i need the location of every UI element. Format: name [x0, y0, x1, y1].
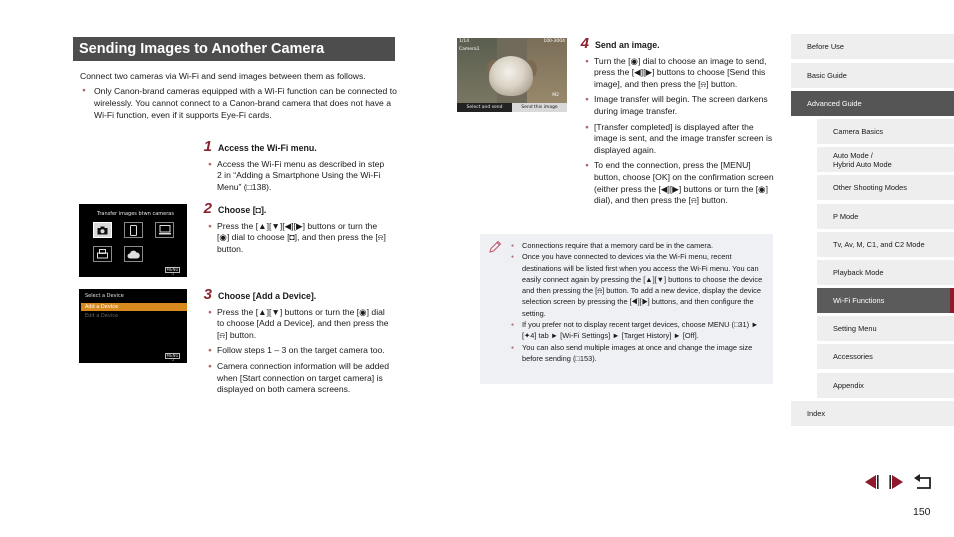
step-3: [200, 288, 392, 400]
step-bullet: ● Image transfer will begin. The screen darkens during image transfer.: [585, 94, 777, 117]
send-this-image-option: Send this image: [512, 103, 567, 112]
page-number: 150: [913, 506, 931, 518]
camera-icon: [93, 222, 112, 238]
image-counter: 1/14: [459, 39, 470, 44]
return-icon: [913, 473, 933, 491]
nav-index[interactable]: Index: [791, 401, 954, 426]
step-number: 1: [203, 138, 212, 155]
note-bullet: ● Once you have connected to devices via the Wi-Fi menu, recent destinations will be listed first when you access the Wi-Fi menu. You can easily connect again by pressing the [▲][▼] buttons to choose the device and then pressing the [⍾] button. To add a new device, display the device selection screen by pressing the [◀][▶] buttons, and then configure the setting.: [510, 251, 765, 319]
step-title: Send an image.: [595, 40, 660, 50]
step-title: Choose [◘].: [218, 205, 267, 215]
screen-header: Select a Device: [85, 293, 124, 299]
nav-tv-av-m-mode[interactable]: Tv, Av, M, C1, and C2 Mode: [817, 232, 954, 257]
step-title: Choose [Add a Device].: [218, 291, 317, 301]
next-page-button[interactable]: [887, 472, 907, 492]
step-bullet: ● Access the Wi-Fi menu as described in step 2 in “Adding a Smartphone Using the Wi-Fi Menu” (□138).: [208, 159, 390, 194]
note-bullet: ● You can also send multiple images at once and change the image size before sending (□153).: [510, 342, 765, 365]
screen-top-info: [459, 39, 565, 44]
camera-screen-send: [457, 38, 567, 112]
nav-p-mode[interactable]: P Mode: [817, 204, 954, 229]
image-size-status: M2: [552, 93, 559, 98]
intro-note: ● Only Canon-brand cameras equipped with a Wi-Fi function can be connected to wirelessly. You cannot connect to a Canon-brand camera that does not have a Wi-Fi function, even if it supports Eye-Fi cards.: [80, 85, 398, 121]
step-title: Access the Wi-Fi menu.: [218, 143, 317, 153]
return-button[interactable]: [913, 472, 933, 492]
select-and-send-option: Select and send: [466, 105, 503, 110]
note-box: [480, 234, 773, 384]
step-number: 3: [203, 286, 212, 303]
device-list-item: Edit a Device: [85, 313, 119, 319]
step-4: [577, 37, 777, 211]
nav-auto-mode-line2: Hybrid Auto Mode: [833, 159, 892, 169]
dog-photo: [489, 56, 533, 96]
nav-setting-menu[interactable]: Setting Menu: [817, 316, 954, 341]
nav-auto-mode-line1: Auto Mode /: [833, 150, 873, 160]
step-2: [200, 202, 390, 259]
target-camera-label: Camera1: [459, 47, 480, 52]
arrow-left-icon: [862, 473, 880, 491]
camera-screen-transfer: [79, 204, 187, 277]
page-controls: [861, 472, 935, 492]
nav-before-use[interactable]: Before Use: [791, 34, 954, 59]
note-bullet: ● Connections require that a memory card be in the camera.: [510, 240, 765, 251]
device-list-item: Add a Device: [81, 303, 187, 311]
step-number: 4: [580, 35, 589, 52]
computer-icon: [155, 222, 174, 238]
nav-camera-basics[interactable]: Camera Basics: [817, 119, 954, 144]
screen-header: Transfer images btwn cameras: [97, 211, 174, 217]
step-bullet: ● [Transfer completed] is displayed after the image is sent, and the image transfer screen is displayed again.: [585, 122, 777, 157]
screen-buttons: [457, 103, 567, 112]
smartphone-icon: [124, 222, 143, 238]
printer-icon: [93, 246, 112, 262]
step-1: [200, 140, 390, 197]
nav-wifi-functions[interactable]: Wi-Fi Functions: [817, 288, 954, 313]
camera-screen-device: [79, 289, 187, 363]
page-title: Sending Images to Another Camera: [79, 41, 325, 57]
note-bullet: ● If you prefer not to display recent target devices, choose MENU (□31) ► [✦4] tab ► [Wi-Fi Settings] ► [Target History] ► [Off].: [510, 319, 765, 342]
nav-other-shooting-modes[interactable]: Other Shooting Modes: [817, 175, 954, 200]
intro: [80, 70, 398, 124]
menu-back-badge: MENU ⮌: [166, 267, 179, 276]
step-number: 2: [203, 200, 212, 217]
cloud-icon: [124, 246, 143, 262]
menu-back-badge: MENU ⮌: [166, 353, 179, 362]
step-bullet: ● Press the [▲][▼] buttons or turn the [◉] dial to choose [Add a Device], and then press the [⍾] button.: [208, 307, 392, 342]
nav-playback-mode[interactable]: Playback Mode: [817, 260, 954, 285]
arrow-right-icon: [888, 473, 906, 491]
nav-appendix[interactable]: Appendix: [817, 373, 954, 398]
step-bullet: ● Turn the [◉] dial to choose an image to send, press the [◀][▶] buttons to choose [Send this image], and then press the [⍾] button.: [585, 56, 777, 91]
nav-auto-mode[interactable]: [817, 147, 954, 172]
step-bullet: ● Camera connection information will be added when [Start connection on target camera] is displayed on both camera screens.: [208, 361, 392, 396]
nav-accessories[interactable]: Accessories: [817, 344, 954, 369]
step-bullet: ● Press the [▲][▼][◀][▶] buttons or turn the [◉] dial to choose [◘], and then press the [⍾] button.: [208, 221, 390, 256]
file-number: 100-3004: [543, 39, 565, 44]
nav-basic-guide[interactable]: Basic Guide: [791, 63, 954, 88]
step-bullet: ● To end the connection, press the [MENU] button, choose [OK] on the confirmation screen (either press the [◀][▶] buttons or turn the [◉] dial), and then press the [⍾] button.: [585, 160, 777, 206]
nav-advanced-guide[interactable]: Advanced Guide: [791, 91, 954, 116]
pencil-icon: [488, 240, 502, 254]
previous-page-button[interactable]: [861, 472, 881, 492]
intro-text: Connect two cameras via Wi-Fi and send images between them as follows.: [80, 71, 366, 81]
step-bullet: ● Follow steps 1 – 3 on the target camera too.: [208, 345, 392, 357]
page-title-bar: [73, 37, 395, 61]
